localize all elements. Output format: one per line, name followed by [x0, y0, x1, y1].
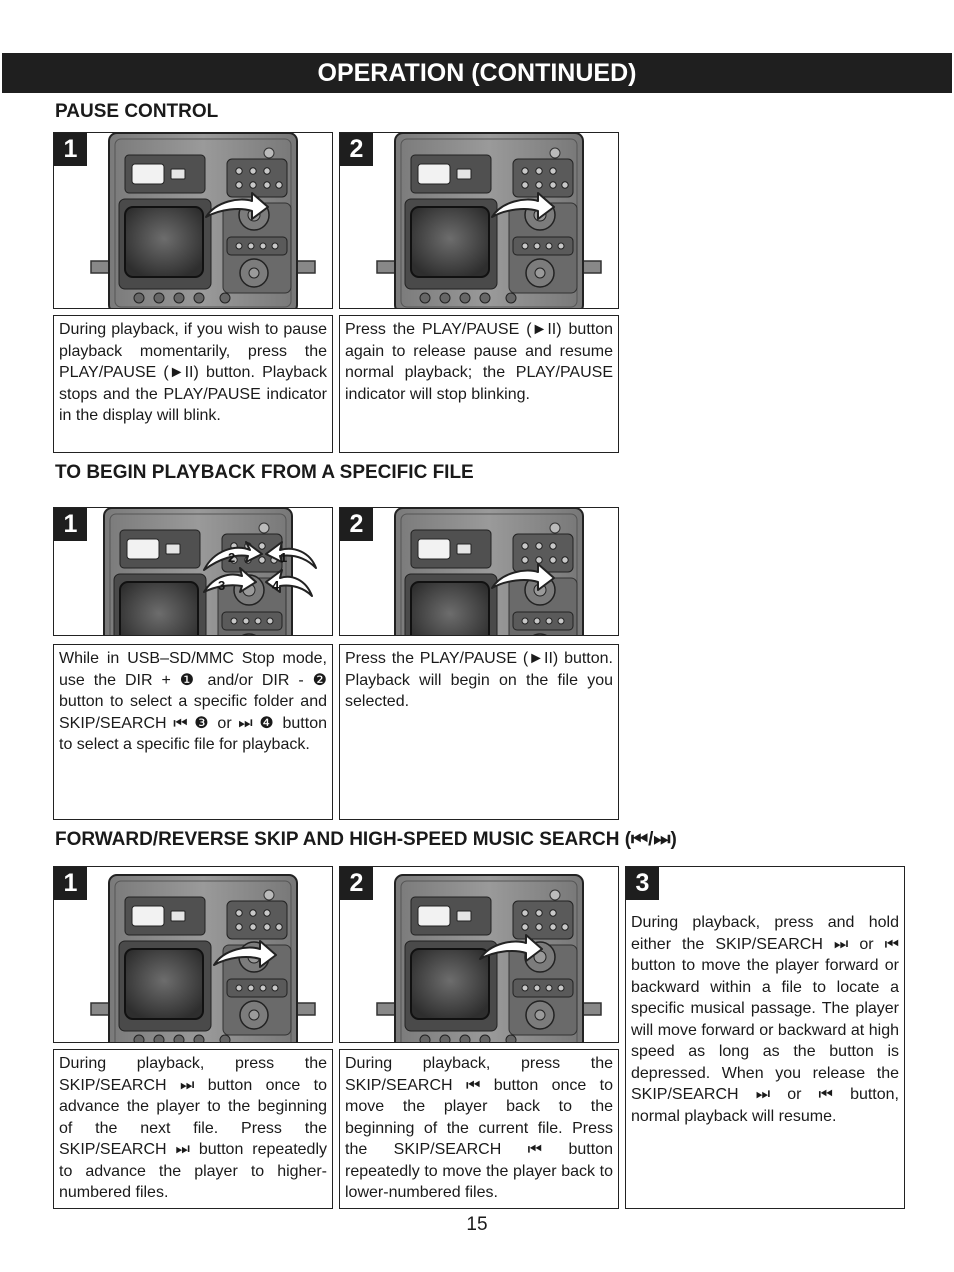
- callout-label: 1: [280, 550, 288, 565]
- callout-label: 2: [228, 550, 236, 565]
- device-illustration: [340, 133, 619, 309]
- section-heading-skip-search: FORWARD/REVERSE SKIP AND HIGH-SPEED MUSIC SEARCH (⏮/⏭): [55, 829, 677, 850]
- device-illustration: [54, 508, 333, 636]
- callout-label: 3: [218, 578, 226, 593]
- skip-step1-text: During playback, press the SKIP/SEARCH ⏭ button once to advance the player to the beginning of the next file. Press the SKIP/SEARCH ⏭ button repeatedly to advance the player to higher-numbered files.: [53, 1049, 333, 1209]
- step-number: 1: [54, 867, 87, 900]
- page-title: OPERATION (CONTINUED): [2, 53, 952, 93]
- step-number: 2: [340, 867, 373, 900]
- skip-step3-text: During playback, press and hold either the SKIP/SEARCH ⏭ or ⏮ button to move the player forward or backward within a file to locate a specific musical passage. The player will move forward or backward at high speed as long as the button is depressed. When you release the SKIP/SEARCH ⏭ or ⏮ button, normal playback will resume.: [631, 914, 899, 1125]
- step-number: 3: [626, 867, 659, 900]
- section-heading-specific-file: TO BEGIN PLAYBACK FROM A SPECIFIC FILE: [55, 462, 474, 483]
- skip-step2-text: During playback, press the SKIP/SEARCH ⏮ button once to move the player back to the beginning of the current file. Press the SKIP/SEARCH ⏮ button repeatedly to move the player back to lower-numbered files.: [339, 1049, 619, 1209]
- device-illustration: [340, 508, 619, 636]
- pause-step2-text: Press the PLAY/PAUSE (►II) button again to release pause and resume normal playback; the PLAY/PAUSE indicator will stop blinking.: [339, 315, 619, 453]
- step-number: 1: [54, 508, 87, 541]
- device-illustration: [54, 133, 333, 309]
- section-heading-pause: PAUSE CONTROL: [55, 101, 219, 122]
- pause-step1-figure: [53, 132, 333, 309]
- pause-step2-figure: [339, 132, 619, 309]
- specific-file-step2-figure: [339, 507, 619, 636]
- specific-file-step1-figure: [53, 507, 333, 636]
- callout-label: 4: [272, 578, 280, 593]
- pause-step1-text: During playback, if you wish to pause playback momentarily, press the PLAY/PAUSE (►II) button. Playback stops and the PLAY/PAUSE indicator in the display will blink.: [53, 315, 333, 453]
- skip-step1-figure: [53, 866, 333, 1043]
- skip-step2-figure: [339, 866, 619, 1043]
- step-number: 2: [340, 508, 373, 541]
- specific-file-step2-text: Press the PLAY/PAUSE (►II) button. Playback will begin on the file you selected.: [339, 644, 619, 820]
- page-number: 15: [466, 1214, 488, 1235]
- device-illustration: [340, 867, 619, 1043]
- step-number: 1: [54, 133, 87, 166]
- specific-file-step1-text: While in USB–SD/MMC Stop mode, use the DIR + ❶ and/or DIR - ❷ button to select a specific folder and SKIP/SEARCH ⏮ ❸ or ⏭ ❹ button to select a specific file for playback.: [53, 644, 333, 820]
- device-illustration: [54, 867, 333, 1043]
- skip-step3-panel: [625, 866, 905, 1209]
- step-number: 2: [340, 133, 373, 166]
